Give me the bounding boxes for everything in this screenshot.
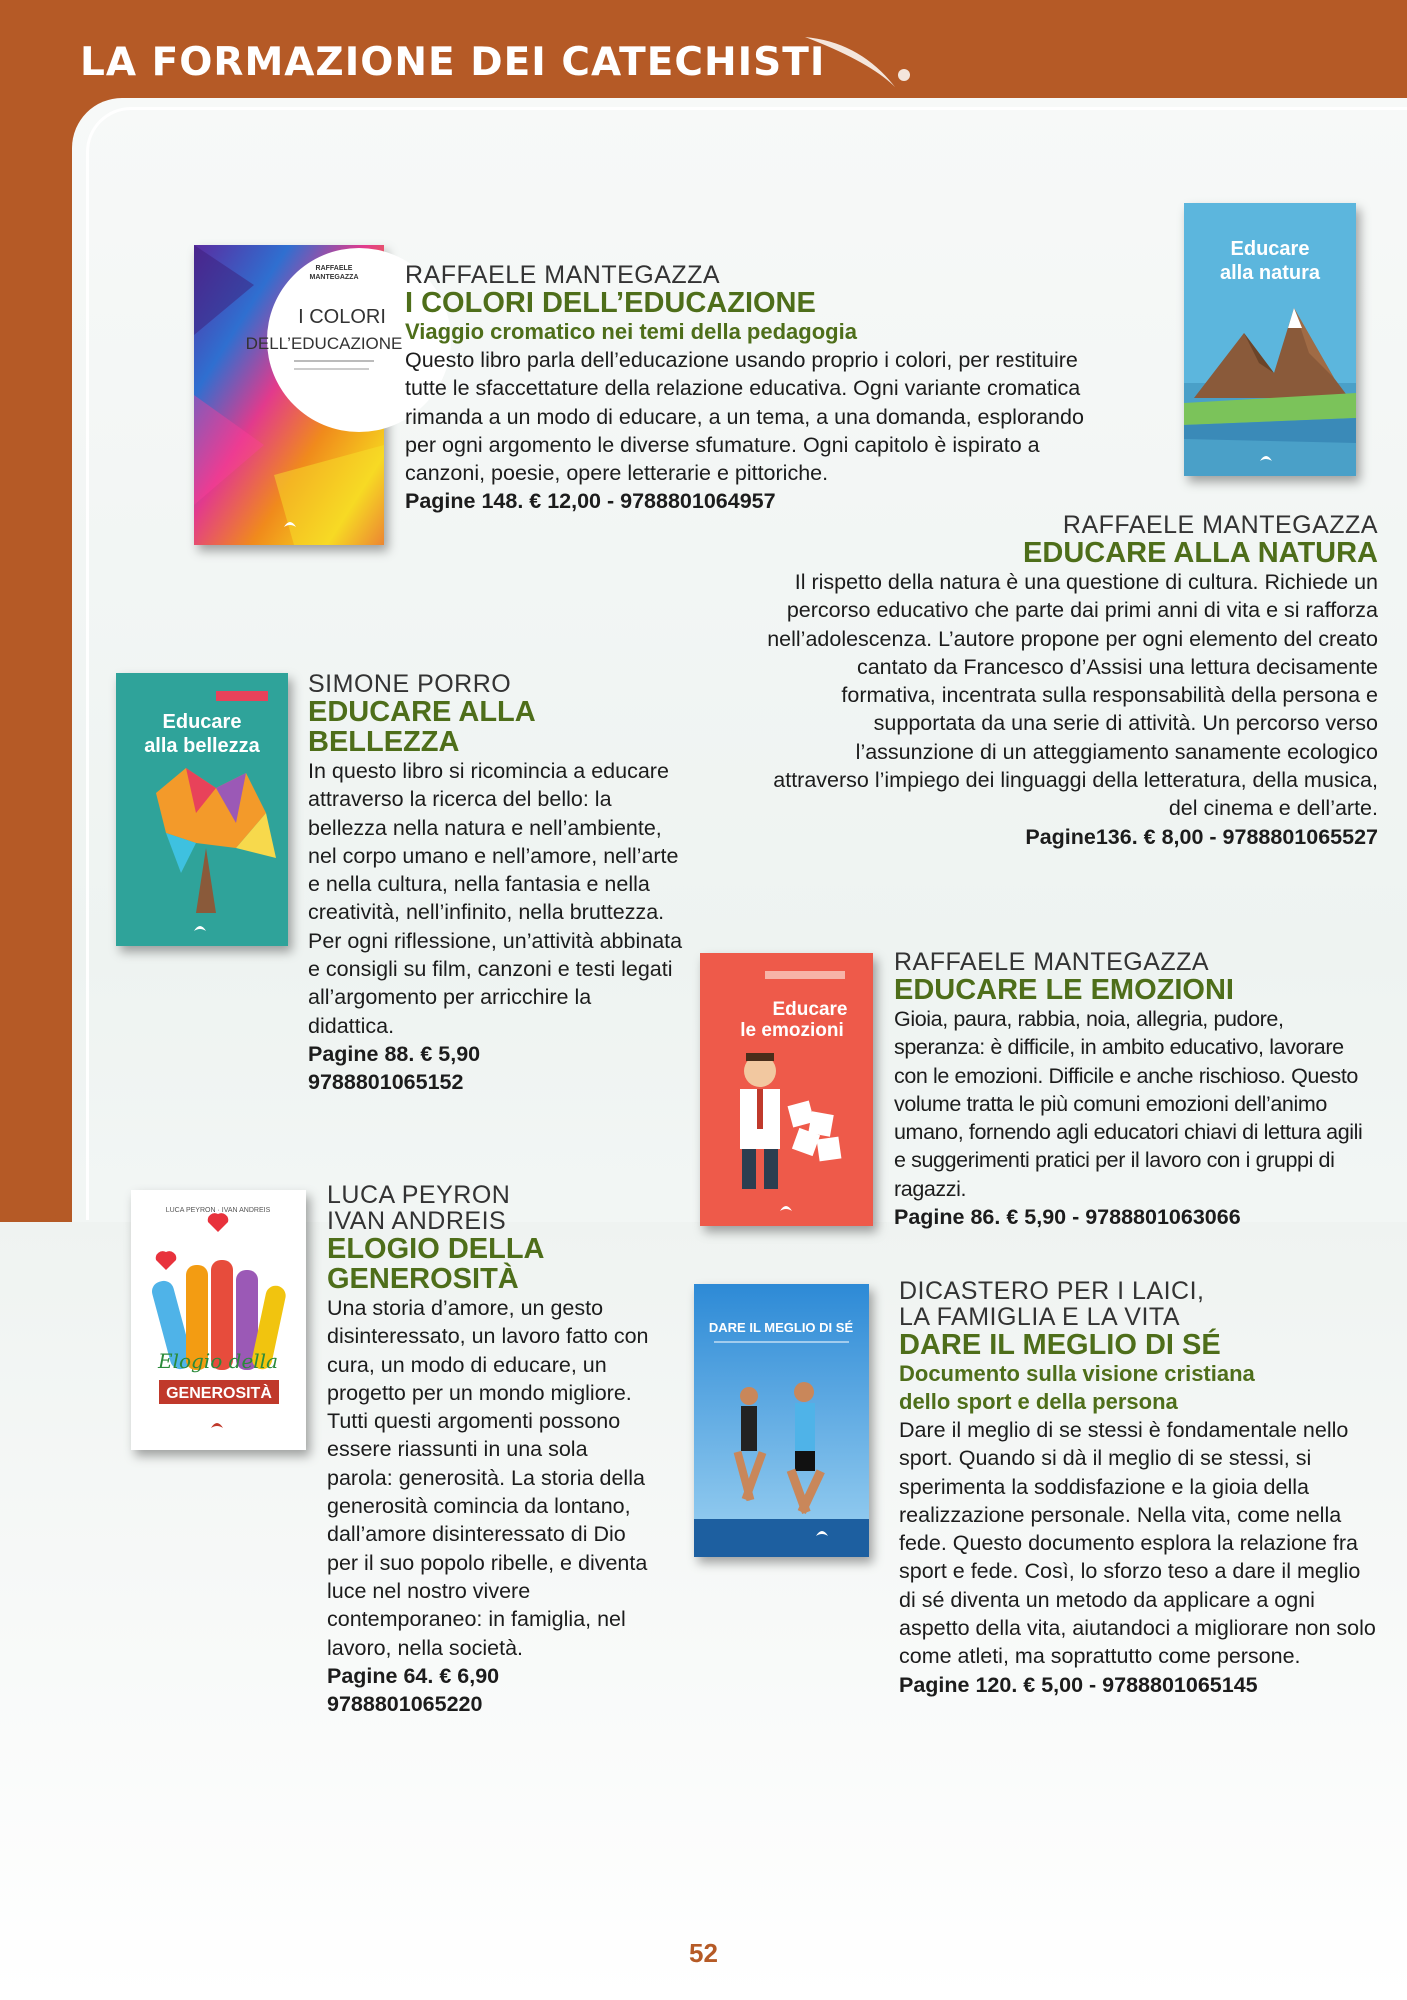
- cover-title-line1: I COLORI: [298, 306, 386, 328]
- book-title: EDUCARE LE EMOZIONI: [894, 974, 1234, 1006]
- book-author: LA FAMIGLIA E LA VITA: [899, 1303, 1180, 1331]
- book-cover-bellezza[interactable]: [116, 673, 288, 946]
- cover-title-line1: Educare: [772, 999, 848, 1020]
- book-details-isbn: 9788801065220: [327, 1692, 483, 1717]
- book-cover-generosita[interactable]: [131, 1190, 306, 1450]
- book-author: RAFFAELE MANTEGAZZA: [894, 948, 1210, 976]
- book-description: In questo libro si ricomincia a educare attraverso la ricerca del bello: la bellezza nella natura e nell’ambiente, nel corpo umano e nell’amore, nell’arte e nella cultura, nella fantasia e nella creatività, nell’infinito, nella bruttezza. Per ogni riflessione, un’attività abbinata e consigli su film, canzoni e testi legati all’argomento per arricchire la didattica.: [308, 759, 683, 1038]
- cover-title-line2: DELL’EDUCAZIONE: [245, 334, 403, 353]
- book-entry-colori: [405, 262, 1105, 516]
- book-entry-bellezza: [308, 671, 688, 1097]
- svg-text:RAFFAELE: RAFFAELE: [315, 265, 353, 272]
- book-description: Dare il meglio di se stessi è fondamentale nello sport. Quando si dà il meglio di se stessi, si sperimenta la soddisfazione e la gioia della realizzazione personale. Nella vita, come nella fede. Questo documento esplora la relazione fra sport e fede. Così, lo sforzo teso a dare il meglio di sé diventa un metodo da applicare a ogni aspetto della vita, aiutandoci a migliorare non solo come atleti, ma soprattutto come persone.: [899, 1418, 1376, 1669]
- book-cover-emozioni[interactable]: [700, 953, 873, 1226]
- book-description: Gioia, paura, rabbia, noia, allegria, pudore, speranza: è difficile, in ambito educativo, lavorare con le emozioni. Difficile e anche rischioso. Questo volume tratta le più comuni emozioni dell’animo umano, fornendo agli educatori chiavi di lettura agili e suggerimenti pratici per il lavoro con i gruppi di ragazzi.: [894, 1007, 1363, 1201]
- book-author: DICASTERO PER I LAICI,: [899, 1277, 1205, 1305]
- book-description: Il rispetto della natura è una questione di cultura. Richiede un percorso educativo che parte dai primi anni di vita e si rafforza nell’adolescenza. L’autore propone per ogni elemento del creato cantato da Francesco d’Assisi una lettura decisamente formativa, incentrata sulla responsabilità della persona e supportata da una serie di attività. Un percorso verso l’assunzione di un atteggiamento sanamente ecologico attraverso l’impiego dei linguaggi della letteratura, della musica, del cinema e dell’arte.: [767, 570, 1378, 821]
- sidebar-band: [0, 0, 70, 1220]
- book-details: Pagine 120. € 5,00 - 9788801065145: [899, 1672, 1258, 1697]
- cover-title-line2: le emozioni: [740, 1020, 844, 1041]
- book-subtitle: Viaggio cromatico nei temi della pedagogia: [405, 319, 857, 344]
- book-cover-meglio[interactable]: [694, 1284, 869, 1557]
- section-title: LA FORMAZIONE DEI CATECHISTI: [80, 40, 826, 85]
- cover-title-line2: GENEROSITÀ: [166, 1385, 272, 1402]
- page-number: 52: [689, 1938, 718, 1968]
- book-author: SIMONE PORRO: [308, 670, 512, 698]
- cover-title-line1: Educare: [1230, 238, 1310, 260]
- book-author: IVAN ANDREIS: [327, 1207, 507, 1235]
- book-title: I COLORI DELL’EDUCAZIONE: [405, 287, 816, 319]
- book-entry-natura: [760, 512, 1378, 851]
- book-entry-emozioni: [894, 949, 1374, 1231]
- book-author: RAFFAELE MANTEGAZZA: [1062, 511, 1378, 539]
- cover-title-line2: alla bellezza: [144, 735, 260, 757]
- cover-title-line2: alla natura: [1219, 262, 1321, 284]
- book-details-price: Pagine 64. € 6,90: [327, 1663, 500, 1688]
- book-title: ELOGIO DELLA GENEROSITÀ: [327, 1233, 544, 1295]
- swoosh-logo-icon: [800, 32, 940, 112]
- book-subtitle: dello sport e della persona: [899, 1389, 1178, 1414]
- book-description: Una storia d’amore, un gesto disinteressato, un lavoro fatto con cura, un modo di educare, un progetto per un mondo migliore. Tutti questi argomenti possono essere riassunti in una sola parola: generosità. La storia della generosità comincia da lontano, dall’amore disinteressato di Dio per il suo popolo ribelle, e diventa luce nel nostro vivere contemporaneo: in famiglia, nel lavoro, nella società.: [327, 1296, 649, 1660]
- book-title: DARE IL MEGLIO DI SÉ: [899, 1329, 1221, 1361]
- cover-title: DARE IL MEGLIO DI SÉ: [708, 1320, 854, 1335]
- cover-title-line1: Elogio della: [158, 1349, 278, 1373]
- book-author: RAFFAELE MANTEGAZZA: [405, 261, 721, 289]
- book-description: Questo libro parla dell’educazione usando proprio i colori, per restituire tutte le sfaccettature della relazione educativa. Ogni variante cromatica rimanda a un modo di educare, a un tema, a una domanda, esplorando per ogni argomento le diverse sfumature. Ogni capitolo è ispirato a canzoni, poesie, opere letterarie e pittoriche.: [405, 348, 1084, 486]
- book-details: Pagine 148. € 12,00 - 9788801064957: [405, 489, 776, 514]
- book-cover-natura[interactable]: [1184, 203, 1356, 476]
- book-entry-generosita: [327, 1182, 672, 1718]
- book-subtitle: Documento sulla visione cristiana: [899, 1361, 1255, 1386]
- book-details: Pagine136. € 8,00 - 9788801065527: [1025, 824, 1378, 849]
- book-cover-colori[interactable]: [194, 245, 403, 545]
- book-details: Pagine 86. € 5,90 - 9788801063066: [894, 1205, 1241, 1230]
- book-details-price: Pagine 88. € 5,90: [308, 1041, 481, 1066]
- book-title: EDUCARE ALLA BELLEZZA: [308, 696, 535, 758]
- svg-text:MANTEGAZZA: MANTEGAZZA: [309, 274, 359, 281]
- book-details-isbn: 9788801065152: [308, 1070, 464, 1095]
- book-entry-meglio: [899, 1278, 1379, 1699]
- book-author: LUCA PEYRON: [327, 1181, 511, 1209]
- svg-text:LUCA PEYRON · IVAN ANDREIS: LUCA PEYRON · IVAN ANDREIS: [165, 1207, 271, 1214]
- book-title: EDUCARE ALLA NATURA: [1023, 537, 1378, 569]
- cover-title-line1: Educare: [162, 711, 242, 733]
